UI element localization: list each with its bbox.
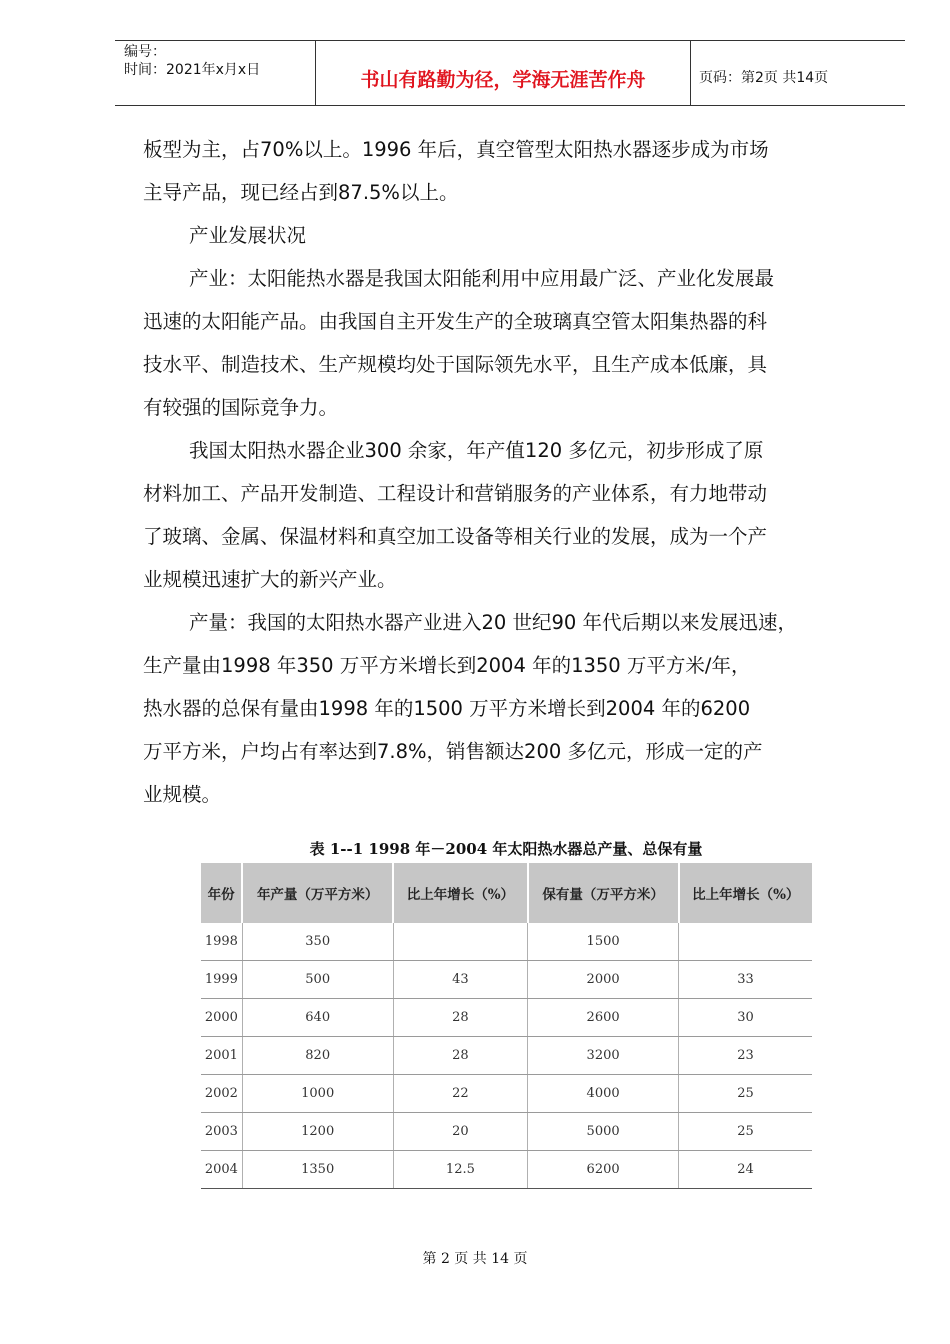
table-cell: 820 bbox=[242, 1037, 393, 1075]
table-cell: 2001 bbox=[201, 1037, 242, 1075]
table-caption: 表 1--1 1998 年－2004 年太阳热水器总产量、总保有量 bbox=[309, 840, 703, 858]
table-header-cell: 比上年增长（%） bbox=[679, 863, 812, 923]
table-row bbox=[201, 999, 812, 1037]
table-row bbox=[201, 1075, 812, 1113]
table-cell: 2004 bbox=[201, 1151, 242, 1189]
table-cell: 25 bbox=[679, 1075, 812, 1113]
page-header bbox=[115, 40, 905, 106]
table-header-row bbox=[201, 863, 812, 923]
code-label: 编号： bbox=[124, 44, 166, 60]
paragraph-line: 业规模迅速扩大的新兴产业。 bbox=[143, 568, 397, 591]
table-row bbox=[201, 1113, 812, 1151]
table-header-cell: 保有量（万平方米） bbox=[528, 863, 679, 923]
table-cell bbox=[393, 923, 528, 961]
table-cell: 22 bbox=[393, 1075, 528, 1113]
table-cell: 24 bbox=[679, 1151, 812, 1189]
paragraph bbox=[143, 214, 893, 257]
paragraph-line: 材料加工、产品开发制造、工程设计和营销服务的产业体系，有力地带动 bbox=[143, 482, 768, 505]
paragraph-line: 产业发展状况 bbox=[189, 224, 307, 247]
table-cell: 6200 bbox=[528, 1151, 679, 1189]
table-cell bbox=[679, 923, 812, 961]
table-cell: 23 bbox=[679, 1037, 812, 1075]
table-cell: 2000 bbox=[528, 961, 679, 999]
paragraph-line: 我国太阳热水器企业300 余家，年产值120 多亿元，初步形成了原 bbox=[189, 439, 764, 462]
table-cell: 5000 bbox=[528, 1113, 679, 1151]
table-row bbox=[201, 961, 812, 999]
table-cell: 640 bbox=[242, 999, 393, 1037]
table-cell: 2000 bbox=[201, 999, 242, 1037]
table-cell: 25 bbox=[679, 1113, 812, 1151]
table-cell: 28 bbox=[393, 1037, 528, 1075]
paragraph bbox=[143, 257, 893, 429]
table-cell: 1500 bbox=[528, 923, 679, 961]
header-page-info: 页码：第2页 共14页 bbox=[699, 70, 829, 86]
table-header-cell: 比上年增长（%） bbox=[393, 863, 528, 923]
paragraph-line: 产业：太阳能热水器是我国太阳能利用中应用最广泛、产业化发展最 bbox=[189, 267, 775, 290]
table-cell: 1350 bbox=[242, 1151, 393, 1189]
paragraph-line: 主导产品，现已经占到87.5%以上。 bbox=[143, 181, 459, 204]
table-header-cell: 年份 bbox=[201, 863, 242, 923]
paragraph bbox=[143, 601, 893, 816]
page-footer: 第 2 页 共 14 页 bbox=[422, 1251, 528, 1267]
table-row bbox=[201, 923, 812, 961]
paragraph-line: 生产量由1998 年350 万平方米增长到2004 年的1350 万平方米/年， bbox=[143, 654, 751, 677]
paragraph-line: 技水平、制造技术、生产规模均处于国际领先水平，且生产成本低廉，具 bbox=[143, 353, 768, 376]
paragraph-line: 业规模。 bbox=[143, 783, 222, 806]
header-motto: 书山有路勤为径，学海无涯苦作舟 bbox=[316, 41, 691, 105]
production-table bbox=[201, 863, 812, 1189]
table-cell: 20 bbox=[393, 1113, 528, 1151]
table-cell: 28 bbox=[393, 999, 528, 1037]
paragraph-line: 万平方米，户均占有率达到7.8%，销售额达200 多亿元，形成一定的产 bbox=[143, 740, 763, 763]
table-cell: 30 bbox=[679, 999, 812, 1037]
table-cell: 500 bbox=[242, 961, 393, 999]
table-cell: 1000 bbox=[242, 1075, 393, 1113]
table-cell: 1200 bbox=[242, 1113, 393, 1151]
paragraph bbox=[143, 128, 893, 214]
table-cell: 3200 bbox=[528, 1037, 679, 1075]
table-cell: 12.5 bbox=[393, 1151, 528, 1189]
table-row bbox=[201, 1037, 812, 1075]
table-cell: 2002 bbox=[201, 1075, 242, 1113]
time-label: 时间：2021年x月x日 bbox=[124, 62, 261, 78]
table-cell: 1999 bbox=[201, 961, 242, 999]
table-cell: 43 bbox=[393, 961, 528, 999]
paragraph-line: 产量：我国的太阳热水器产业进入20 世纪90 年代后期以来发展迅速， bbox=[189, 611, 798, 634]
paragraph-line: 热水器的总保有量由1998 年的1500 万平方米增长到2004 年的6200 bbox=[143, 697, 751, 720]
table-cell: 1998 bbox=[201, 923, 242, 961]
paragraph-line: 板型为主，占70%以上。1996 年后，真空管型太阳热水器逐步成为市场 bbox=[143, 138, 769, 161]
table-cell: 4000 bbox=[528, 1075, 679, 1113]
paragraph-line: 有较强的国际竞争力。 bbox=[143, 396, 339, 419]
header-meta bbox=[115, 41, 316, 105]
table-cell: 2003 bbox=[201, 1113, 242, 1151]
paragraph-line: 了玻璃、金属、保温材料和真空加工设备等相关行业的发展，成为一个产 bbox=[143, 525, 768, 548]
table-cell: 350 bbox=[242, 923, 393, 961]
document-body bbox=[143, 128, 893, 816]
table-row bbox=[201, 1151, 812, 1189]
table-cell: 33 bbox=[679, 961, 812, 999]
paragraph bbox=[143, 429, 893, 601]
table-body bbox=[201, 923, 812, 1189]
paragraph-line: 迅速的太阳能产品。由我国自主开发生产的全玻璃真空管太阳集热器的科 bbox=[143, 310, 768, 333]
table-header-cell: 年产量（万平方米） bbox=[242, 863, 393, 923]
table-cell: 2600 bbox=[528, 999, 679, 1037]
